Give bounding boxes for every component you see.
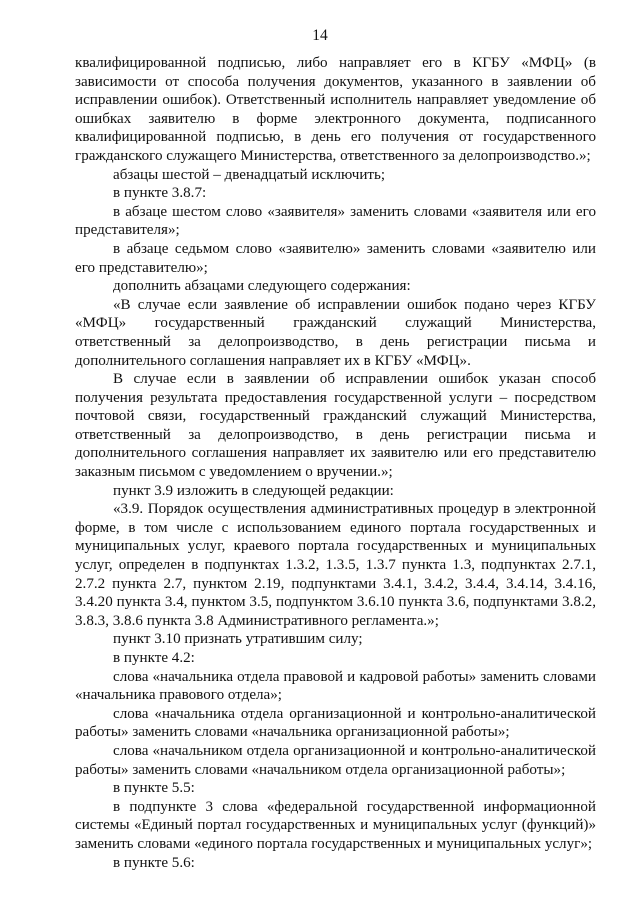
paragraph: «В случае если заявление об исправлении ошибок подано через КГБУ «МФЦ» государственный гражданский служащий Министерства, ответственный за делопроизводство, в день регистрации письма и дополнительного соглашения направляет их в КГБУ «МФЦ».: [75, 296, 596, 369]
paragraph: в пункте 5.6:: [113, 854, 195, 871]
page-number: 14: [312, 27, 328, 44]
paragraph: слова «начальником отдела организационной и контрольно-аналитической работы» заменить словами «начальником отдела организационной работы»;: [75, 742, 596, 778]
paragraph: в абзаце седьмом слово «заявителю» заменить словами «заявителю или его представителю»;: [75, 240, 596, 276]
paragraph: в пункте 3.8.7:: [113, 185, 207, 202]
paragraph: слова «начальника отдела организационной и контрольно-аналитической работы» заменить словами «начальника организационной работы»;: [75, 705, 596, 741]
document-body: [75, 54, 596, 872]
paragraph: абзацы шестой – двенадцатый исключить;: [113, 166, 386, 183]
paragraph: в пункте 5.5:: [113, 780, 195, 797]
paragraph: «3.9. Порядок осуществления административных процедур в электронной форме, в том числе с использованием единого портала государственных и муниципальных услуг, краевого портала государственных и муниципальных услуг, определен в подпунктах 1.3.2, 1.3.5, 1.3.7 пункта 1.3, подпунктах 2.7.1, 2.7.2 пункта 2.7, пунктом 2.19, подпунктами 3.4.1, 3.4.2, 3.4.4, 3.4.14, 3.4.16, 3.4.20 пункта 3.4, пунктом 3.5, подпунктом 3.6.10 пункта 3.6, подпунктами 3.8.2, 3.8.3, 3.8.6 пункта 3.8 Административного регламента.»;: [75, 501, 596, 629]
paragraph: слова «начальника отдела правовой и кадровой работы» заменить словами «начальника правового отдела»;: [75, 668, 596, 704]
paragraph: дополнить абзацами следующего содержания:: [113, 278, 411, 295]
paragraph: в подпункте 3 слова «федеральной государственной информационной системы «Единый портал государственных и муниципальных услуг (функций)» заменить словами «единого портала государственных и муниципальных услуг»;: [75, 798, 596, 852]
paragraph: пункт 3.9 изложить в следующей редакции:: [113, 482, 394, 499]
paragraph: В случае если в заявлении об исправлении ошибок указан способ получения результата предоставления государственной услуги – посредством почтовой связи, государственный гражданский служащий Министерства, ответственный за делопроизводство, в день регистрации письма и дополнительного соглашения направляет их заявителю или его представителю заказным письмом с уведомлением о вручении.»;: [75, 371, 596, 481]
paragraph: в абзаце шестом слово «заявителя» заменить словами «заявителя или его представителя»;: [75, 203, 596, 239]
paragraph: квалифицированной подписью, либо направляет его в КГБУ «МФЦ» (в зависимости от способа получения документов, указанного в заявлении об исправлении ошибок). Ответственный исполнитель направляет уведомление об ошибках заявителю в форме электронного документа, подписанного квалифицированной подписью, в день его получения от государственного гражданского служащего Министерства, ответственного за делопроизводство.»;: [75, 55, 596, 164]
paragraph: в пункте 4.2:: [113, 650, 195, 666]
paragraph: пункт 3.10 признать утратившим силу;: [113, 631, 363, 648]
